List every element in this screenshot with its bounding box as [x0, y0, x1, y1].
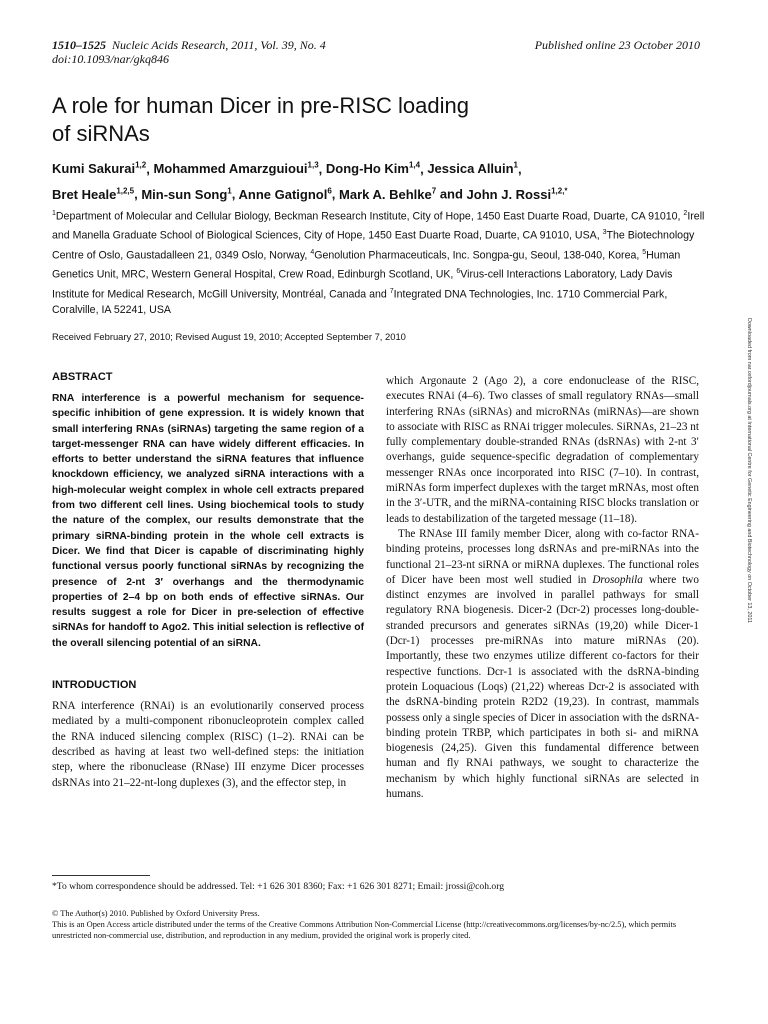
introduction-heading: INTRODUCTION [52, 679, 137, 692]
author: John J. Rossi$^{1,2,*}$ [466, 186, 568, 202]
article-title [52, 92, 672, 148]
affiliation-marker: 1 [52, 210, 56, 217]
download-notice-text: Downloaded from nar.oxfordjournals.org at International Centre for Genetic Engineering and Biotechnology on October 13, 2011 [746, 318, 752, 623]
author: Min-sun Song$^1$ [141, 186, 232, 202]
title-line-2: of siRNAs [52, 121, 150, 146]
author: Anne Gatignol$^6$ [238, 186, 332, 202]
page-range: 1510–1525 [52, 38, 106, 52]
right-column [386, 374, 699, 802]
abstract-text: RNA interference is a powerful mechanism for sequence-specific inhibition of gene expression. It is widely known that small interfering RNAs (siRNAs) targeting the same region of a target-messenger RNA can have widely different efficacies. In efforts to better understand the siRNA features that influence knockdown efficiency, we analyzed siRNA interactions with a high-molecular weight complex in whole cell extracts prepared from two different cell lines. Using biochemical tools to study the nature of the complex, our results demonstrate that the primary siRNA-binding protein in the whole cell extracts is Dicer. We find that Dicer is capable of discriminating highly functional versus poorly functional siRNAs by recognizing the presence of 2-nt 3′ overhangs and the thermodynamic properties of 2–4 bp on both ends of effective siRNAs. Our results suggest a role for Dicer in pre-selection of effective siRNAs for handoff to Ago2. This initial selection is reflective of the overall silencing potential of an siRNA. [52, 393, 364, 649]
correspondence-note: *To whom correspondence should be addressed. Tel: +1 626 301 8360; Fax: +1 626 301 8271; Email: jrossi@coh.org [52, 881, 505, 892]
license-text: This is an Open Access article distributed under the terms of the Creative Commons Attribution Non-Commercial License (http://creativecommons.org/licenses/by-nc/2.5), which permits unrestricted non-commercial use, distribution, and reproduction in any medium, provided the original work is properly cited. [52, 920, 677, 941]
publication-date: Published online 23 October 2010 [534, 38, 700, 52]
author: Mark A. Behlke$^7$ [339, 186, 437, 202]
author-list: Kumi Sakurai$^{1,2}$, Mohammed Amarzguioui$^{1,3}$, Dong-Ho Kim$^{1,4}$, Jessica Alluin$^1$, Bret Heale$^{1,2,5}$, Min-sun Song$^1$, Anne Gatignol$^6$, Mark A. Behlke$^7$ and John J. Rossi$^{1,2,*}$ [52, 161, 568, 202]
affiliation: Human Genetics Unit, MRC, Western General Hospital, Crew Road, Edinburgh Scotland, UK, [52, 249, 681, 281]
running-header [52, 38, 326, 66]
introduction-paragraph: RNA interference (RNAi) is an evolutionarily conserved process mediated by a multi-component ribonucleoprotein complex called the RNA induced silencing complex (RISC) (1–2). RNAi can be described as having at least two well-defined steps: the initiation step, where the ribonuclease (RNase) III enzyme Dicer processes dsRNAs into 21–22-nt-long duplexes (3), and the effector step, in [52, 700, 364, 789]
affiliation: Integrated DNA Technologies, Inc. 1710 Commercial Park, Coralville, IA 52241, USA [52, 288, 668, 317]
author: Kumi Sakurai$^{1,2}$ [52, 161, 147, 177]
footnote-divider [52, 875, 150, 876]
article-history: Received February 27, 2010; Revised August 19, 2010; Accepted September 7, 2010 [52, 331, 406, 342]
affiliation: Department of Molecular and Cellular Biology, Beckman Research Institute, City of Hope, 1450 East Duarte Road, Duarte, CA 91010, [55, 210, 684, 223]
author: Jessica Alluin$^1$ [427, 161, 518, 177]
paragraph-argonaute: which Argonaute 2 (Ago 2), a core endonuclease of the RISC, executes RNAi (4–6). Two classes of small regulatory RNAs—small interfering RNAs (siRNAs) and microRNAs (miRNAs)—are shown to associate with RISC as RNAi trigger molecules. SiRNAs, 21–23 nt fully complementary double-stranded RNAs (dsRNAs) with 2-nt 3′ overhangs, guide sequence-specific degradation of complementary messenger RNAs once incorporated into RISC (7–10). In contrast, miRNAs form imperfect duplexes with the target mRNAs, most often in the 3′-UTR, and the miRNA-containing RISC blocks translation or leads to destabilization of the targeted message (11–18). [386, 375, 699, 525]
author: Dong-Ho Kim$^{1,4}$ [325, 161, 421, 177]
left-column [52, 371, 364, 791]
species-name: Drosophila [592, 573, 643, 586]
author: Bret Heale$^{1,2,5}$ [52, 186, 135, 202]
author: Mohammed Amarzguioui$^{1,3}$ [153, 161, 319, 177]
affiliation-marker: 5 [642, 248, 647, 256]
affiliations [52, 206, 712, 319]
paragraph-dicer: The RNAse III family member Dicer, along with co-factor RNA-binding proteins, processes long dsRNAs and pre-miRNAs into the functional 21–23-nt siRNA or miRNA duplexes. The functional roles of Dicer have been most well studied in Drosophila where two distinct enzymes are involved in parallel pathways for small regulatory RNA biogenesis. Dicer-2 (Dcr-2) processes long-double-stranded precursors and generates siRNAs (19,20) while Dicer-1 (Dcr-1) processes pre-miRNAs into mature miRNAs (20). Importantly, these two enzymes utilize different co-factors for their respective functions. Dcr-1 is associated with the dsRNA-binding protein Loquacious (Loqs) (21,22) whereas Dcr-2 is associated with the dsRNA-binding protein R2D2 (19,23). In contrast, mammals possess only a single species of Dicer in association with the dsRNA-binding protein TRBP, which participates in both si- and miRNA biogenesis (24,25). Given this fundamental difference between human and fly RNAi pathways, we sought to characterize the mechanism by which highly functional siRNAs are selected in humans. [386, 527, 699, 801]
affiliation-marker: 6 [456, 268, 461, 276]
affiliation-marker: 3 [602, 229, 607, 237]
affiliation-marker: 4 [310, 248, 315, 256]
affiliation: Virus-cell Interactions Laboratory, Lady Davis Institute for Medical Research, McGill University, Montréal, Canada and [52, 268, 673, 301]
download-notice [742, 318, 754, 678]
abstract-heading: ABSTRACT [52, 371, 113, 383]
title-line-1: A role for human Dicer in pre-RISC loading [52, 93, 469, 118]
copyright-block [52, 908, 700, 942]
doi: doi:10.1093/nar/gkq846 [52, 52, 169, 66]
journal-citation: Nucleic Acids Research, 2011, Vol. 39, No. 4 [112, 38, 326, 52]
affiliation: Irell and Manella Graduate School of Biological Sciences, City of Hope, 1450 East Duarte Road, Duarte, CA 91010, USA, [52, 210, 705, 242]
affiliation-marker: 7 [389, 287, 394, 295]
affiliation: Genolution Pharmaceuticals, Inc. Songpa-gu, Seoul, 138-040, Korea, [314, 249, 643, 262]
copyright-line: © The Author(s) 2010. Published by Oxford University Press. [52, 909, 260, 918]
affiliation: The Biotechnology Centre of Oslo, Gaustadalleen 21, 0349 Oslo, Norway, [52, 229, 695, 262]
affiliation-marker: 2 [683, 210, 688, 217]
